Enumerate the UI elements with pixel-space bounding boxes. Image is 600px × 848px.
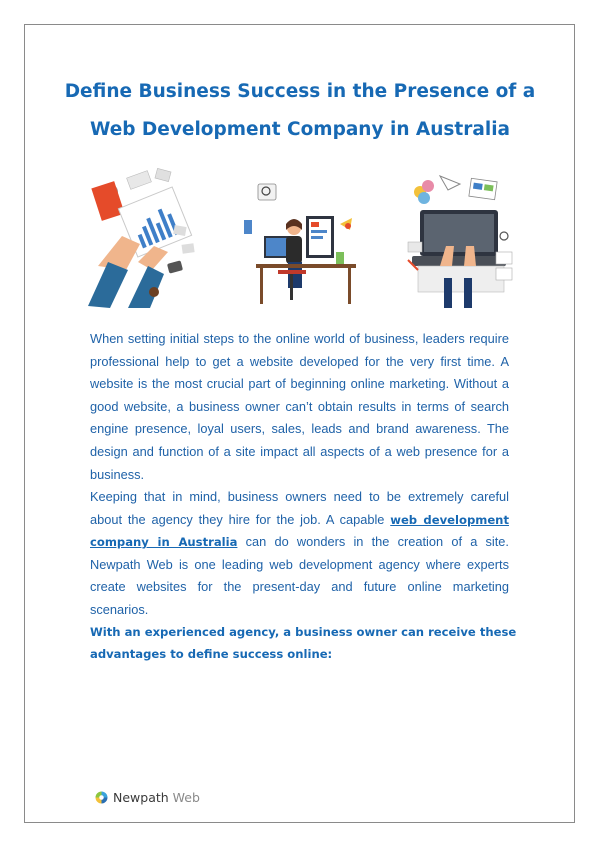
advantages-lead-in: With an experienced agency, a business owner can receive these advantages to define success online: [90, 625, 517, 661]
agency-paragraph-text-start: Keeping that in mind, business owners need to be extremely careful about the agency they hire for the job. A capable [90, 489, 509, 527]
newpath-web-logo [94, 790, 200, 805]
web-development-company-link[interactable]: web development company in Australia [90, 512, 509, 550]
logo-brand-light: Web [168, 790, 200, 805]
agency-paragraph [90, 486, 509, 622]
page-title-line-2: Web Development Company in Australia [89, 119, 511, 140]
page-title-line-1: Define Business Success in the Presence of a [64, 81, 536, 102]
newpath-logo-icon [94, 790, 109, 805]
agency-paragraph-text-end: can do wonders in the creation of a site. Newpath Web is one leading web development agency where experts create websites for the present-day and future online marketing scenarios. [90, 534, 509, 617]
web-design-laptop-illustration [404, 166, 516, 308]
analytics-desk-illustration [88, 166, 200, 308]
developer-workstation-illustration [236, 166, 370, 308]
intro-paragraph: When setting initial steps to the online world of business, leaders require professional help to get a website developed for the very first time. A website is the most crucial part of beginning online marketing. Without a good website, a business owner can’t obtain results in terms of search engine presence, loyal users, sales, leads and brand awareness. The design and function of a site impact all aspects of a web presence for a business. [90, 331, 509, 482]
logo-wordmark [113, 790, 200, 805]
logo-brand-bold: Newpath [113, 790, 169, 805]
